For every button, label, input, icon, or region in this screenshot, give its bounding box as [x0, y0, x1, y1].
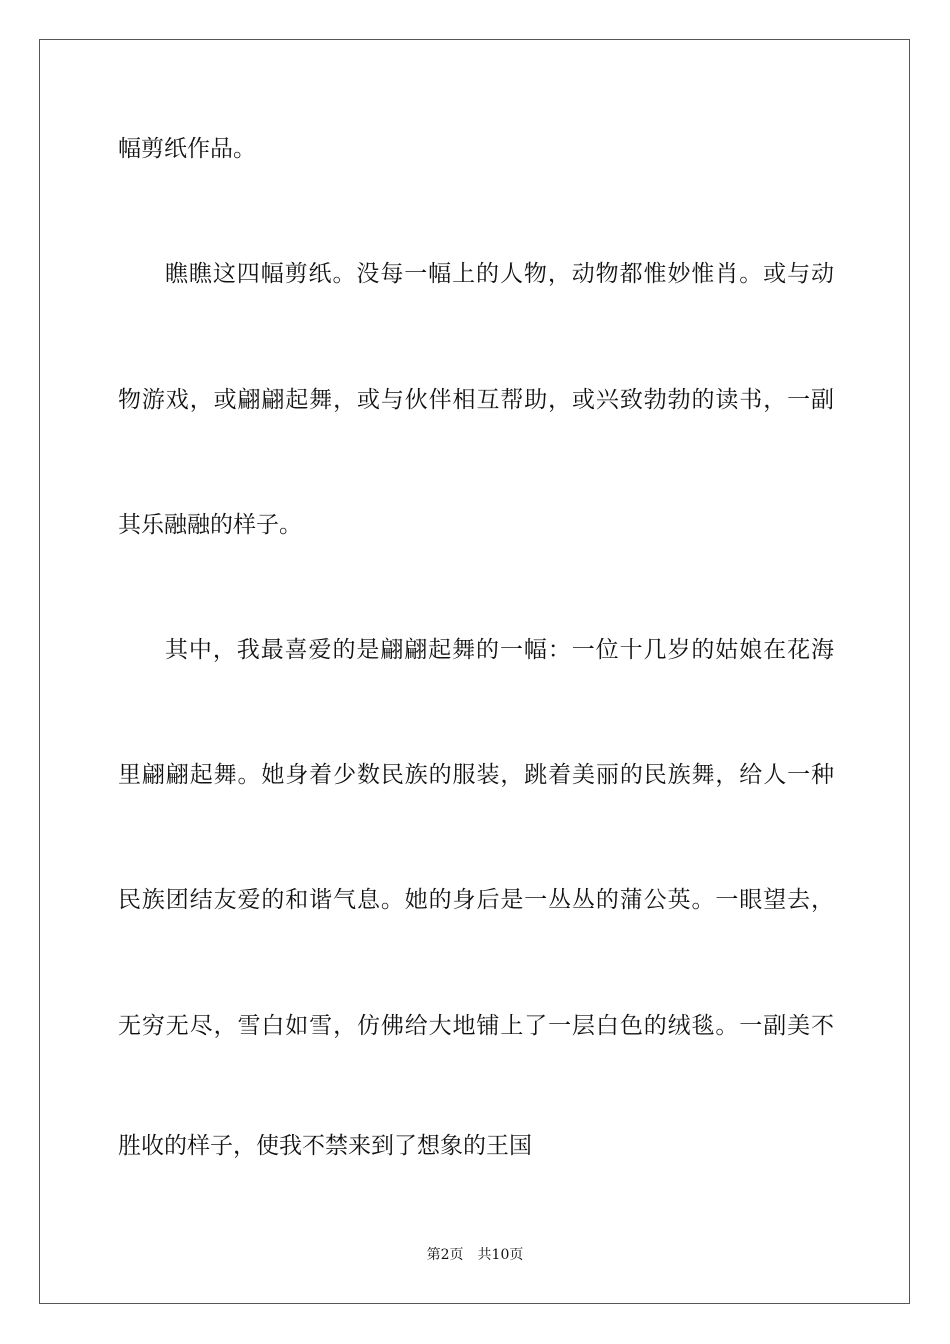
page-border [39, 39, 910, 1304]
text-line: 胜收的样子，使我不禁来到了想象的王国 [118, 1133, 532, 1159]
paragraph-first-line: 其中，我最喜爱的是翩翩起舞的一幅：一位十几岁的姑娘在花海 [165, 637, 834, 663]
text-line: 里翩翩起舞。她身着少数民族的服装，跳着美丽的民族舞，给人一种 [118, 762, 834, 788]
text-line: 无穷无尽，雪白如雪，仿佛给大地铺上了一层白色的绒毯。一副美不 [118, 1013, 834, 1039]
text-line: 物游戏，或翩翩起舞，或与伙伴相互帮助，或兴致勃勃的读书，一副 [118, 387, 834, 413]
text-line: 幅剪纸作品。 [118, 136, 256, 162]
text-line: 其乐融融的样子。 [118, 512, 302, 538]
text-line: 民族团结友爱的和谐气息。她的身后是一丛丛的蒲公英。一眼望去， [118, 887, 834, 913]
page-footer [0, 1245, 950, 1265]
page-number: 第2页 [426, 1247, 464, 1263]
paragraph-first-line: 瞧瞧这四幅剪纸。没每一幅上的人物，动物都惟妙惟肖。或与动 [165, 261, 834, 287]
page-total: 共10页 [477, 1247, 524, 1263]
